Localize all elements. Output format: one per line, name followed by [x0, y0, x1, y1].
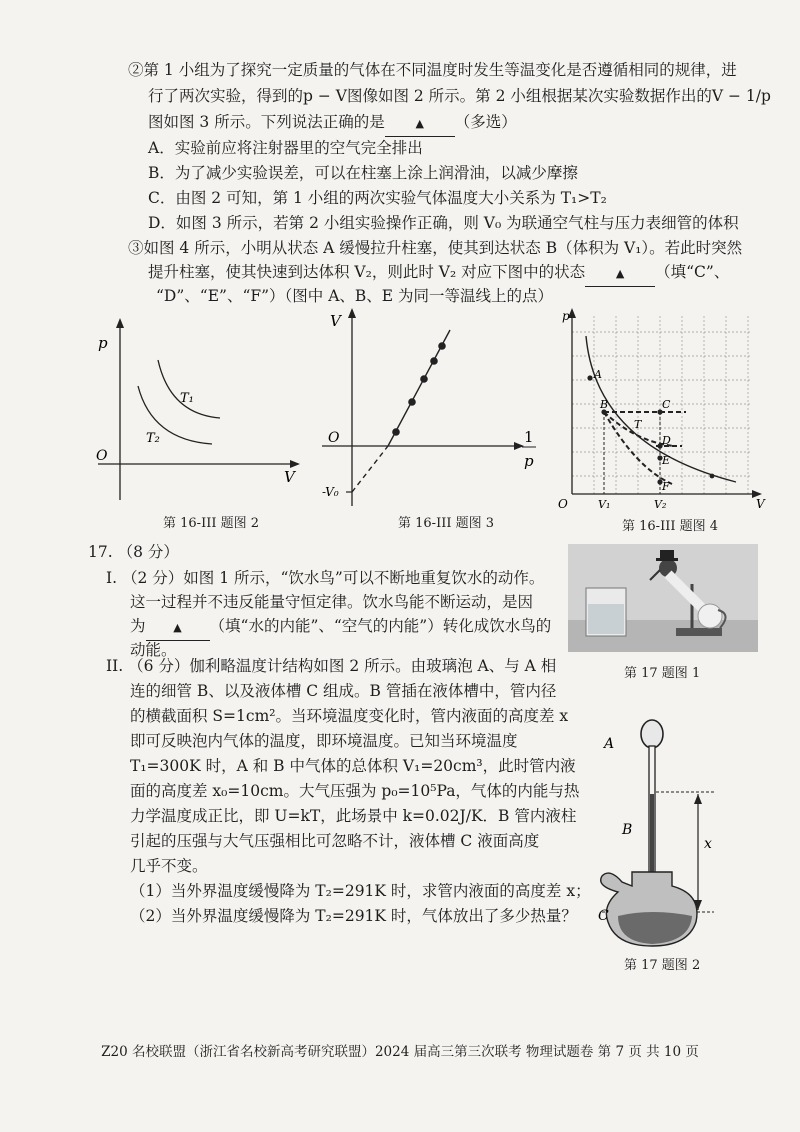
data-point [392, 428, 400, 436]
q17-part2-line-6: 面的高度差 x₀=10cm。大气压强为 p₀=10⁵Pa，气体的内能与热 [130, 782, 580, 800]
q16-line-3-post: （多选） [454, 113, 517, 131]
label-f: F [662, 480, 670, 493]
data-point [430, 357, 438, 365]
q17-part2-line-7: 力学温度成正比，即 U=kT，此场景中 k=0.02J/K．B 管内液柱 [130, 807, 577, 825]
point-a [587, 375, 592, 380]
answer-blank-state: ▲ [585, 260, 655, 287]
q17-part2-line-3: 的横截面积 S=1cm²。当环境温度变化时，管内液面的高度差 x [130, 707, 569, 725]
label-a: A [594, 368, 602, 381]
fig16-2-pv-graph [88, 316, 308, 506]
q16-part3-line-2: 提升柱塞，使其快速到达体积 V₂，则此时 V₂ 对应下图中的状态 ▲ （填“C”、 [148, 260, 729, 287]
label-x: x [704, 836, 712, 852]
fig16-4-caption: 第 16-III 题图 4 [622, 519, 719, 534]
data-point [408, 398, 416, 406]
bulb-a [641, 720, 663, 748]
fig17-2-galileo-thermometer [596, 716, 756, 950]
drinking-bird-photo [568, 544, 758, 652]
fig16-3-caption: 第 16-III 题图 3 [398, 516, 495, 531]
q17-sub-question-2: （2）当外界温度缓慢降为 T₂=291K 时，气体放出了多少热量？ [130, 907, 577, 925]
q16-part3-line-3: “D”、“E”、“F”）（图中 A、B、E 为同一等温线上的点） [156, 287, 554, 305]
data-point [438, 342, 446, 350]
x-axis-label: V [756, 497, 765, 511]
q17-part2-line-9: 几乎不变。 [130, 857, 208, 875]
fig17-2-caption: 第 17 题图 2 [624, 958, 701, 973]
q16-part3-line-1: ③如图 4 所示，小明从状态 A 缓慢拉升柱塞，使其到达状态 B（体积为 V₁）。若此时突然 [128, 239, 743, 257]
curve-point [710, 474, 715, 479]
origin-label: O [328, 430, 340, 446]
q17-part2-line-4: 即可反映泡内气体的温度，即环境温度。已知当环境温度 [130, 732, 518, 750]
x-axis-label-denominator: p [524, 452, 534, 470]
label-d: D [662, 434, 671, 447]
data-point [420, 375, 428, 383]
x-axis-arrow [290, 460, 300, 468]
label-b: B [622, 822, 633, 838]
q17-part1-line-1: I. （2 分）如图 1 所示，“饮水鸟”可以不断地重复饮水的动作。 [106, 569, 545, 587]
fig16-3-v-invp-graph [318, 306, 550, 510]
q16-line-2: 行了两次实验，得到的p − V图像如图 2 所示。第 2 小组根据某次实验数据作出的V − 1/p [148, 87, 771, 105]
q16-option-a: A．实验前应将注射器里的空气完全排出 [148, 139, 423, 157]
extrapolation-line [352, 446, 388, 492]
dim-arrow-top [694, 794, 702, 804]
q17-part2-line-1: II. （6 分）伽利略温度计结构如图 2 所示。由玻璃泡 A、与 A 相 [106, 657, 557, 675]
q16-line-3-pre: 图如图 3 所示。下列说法正确的是 [148, 113, 385, 131]
q16-option-d: D．如图 3 所示，若第 2 小组实验操作正确，则 V₀ 为联通空气柱与压力表细管的体积 [148, 214, 739, 232]
y-axis-arrow [116, 318, 124, 328]
t2-label: T₂ [146, 431, 160, 446]
label-t: T [634, 418, 642, 431]
q17-part1-line-4: 动能。 [130, 641, 177, 659]
q16-line-1: ②第 1 小组为了探究一定质量的气体在不同温度时发生等温变化是否遵循相同的规律，进 [128, 61, 737, 79]
intercept-label: -V₀ [322, 485, 339, 499]
page-footer: Z20 名校联盟（浙江省名校新高考研究联盟）2024 届高三第三次联考 物理试题卷 第 7 页 共 10 页 [101, 1044, 699, 1060]
drinking-bird-illustration [568, 544, 758, 652]
x-axis-label: V [284, 468, 295, 486]
q17-part2-line-2: 连的细管 B、以及液体槽 C 组成。B 管插在液体槽中，管内径 [130, 682, 557, 700]
q16-option-c: C．由图 2 可知，第 1 小组的两次实验气体温度大小关系为 T₁>T₂ [148, 189, 607, 207]
label-c: C [662, 398, 671, 411]
y-axis-label: p [98, 334, 108, 352]
label-v2: V₂ [654, 498, 667, 511]
q17-header: 17. （8 分） [88, 543, 179, 561]
fig16-4-pv-grid [556, 306, 768, 512]
q17-sub-question-1: （1）当外界温度缓慢降为 T₂=291K 时，求管内液面的高度差 x； [130, 882, 591, 900]
isotherm-t1 [158, 360, 220, 418]
origin-label: O [96, 448, 108, 464]
label-b: B [600, 398, 609, 411]
q16-line-3 [148, 110, 517, 137]
q17-part1-line-2: 这一过程并不违反能量守恒定律。饮水鸟能不断运动，是因 [130, 593, 534, 611]
q17-part2-line-5: T₁=300K 时，A 和 B 中气体的总体积 V₁=20cm³，此时管内液 [130, 757, 576, 775]
fig16-2-caption: 第 16-III 题图 2 [163, 516, 260, 531]
x-axis-arrow [514, 442, 524, 450]
fig17-1-caption: 第 17 题图 1 [624, 666, 701, 681]
y-axis-arrow [348, 308, 356, 318]
label-c: C [598, 908, 609, 924]
label-v1: V₁ [598, 498, 611, 511]
q17-part2-line-8: 引起的压强与大气压强相比可忽略不计，液体槽 C 液面高度 [130, 832, 540, 850]
label-e: E [662, 454, 671, 467]
q16-option-b: B．为了减少实验误差，可以在柱塞上涂上润滑油，以减少摩擦 [148, 164, 578, 182]
answer-blank-multi: ▲ [385, 110, 455, 137]
t1-label: T₁ [180, 391, 194, 406]
answer-blank-energy: ▲ [146, 614, 210, 641]
y-axis-label: V [330, 312, 341, 330]
label-a: A [604, 736, 615, 752]
origin-label: O [558, 497, 568, 511]
q17-part1-line-3: 为 ▲ （填“水的内能”、“空气的内能”）转化成饮水鸟的 [130, 614, 551, 641]
y-axis-label: p [562, 309, 570, 323]
grid [572, 316, 750, 494]
x-axis-label-numerator: 1 [524, 428, 534, 446]
